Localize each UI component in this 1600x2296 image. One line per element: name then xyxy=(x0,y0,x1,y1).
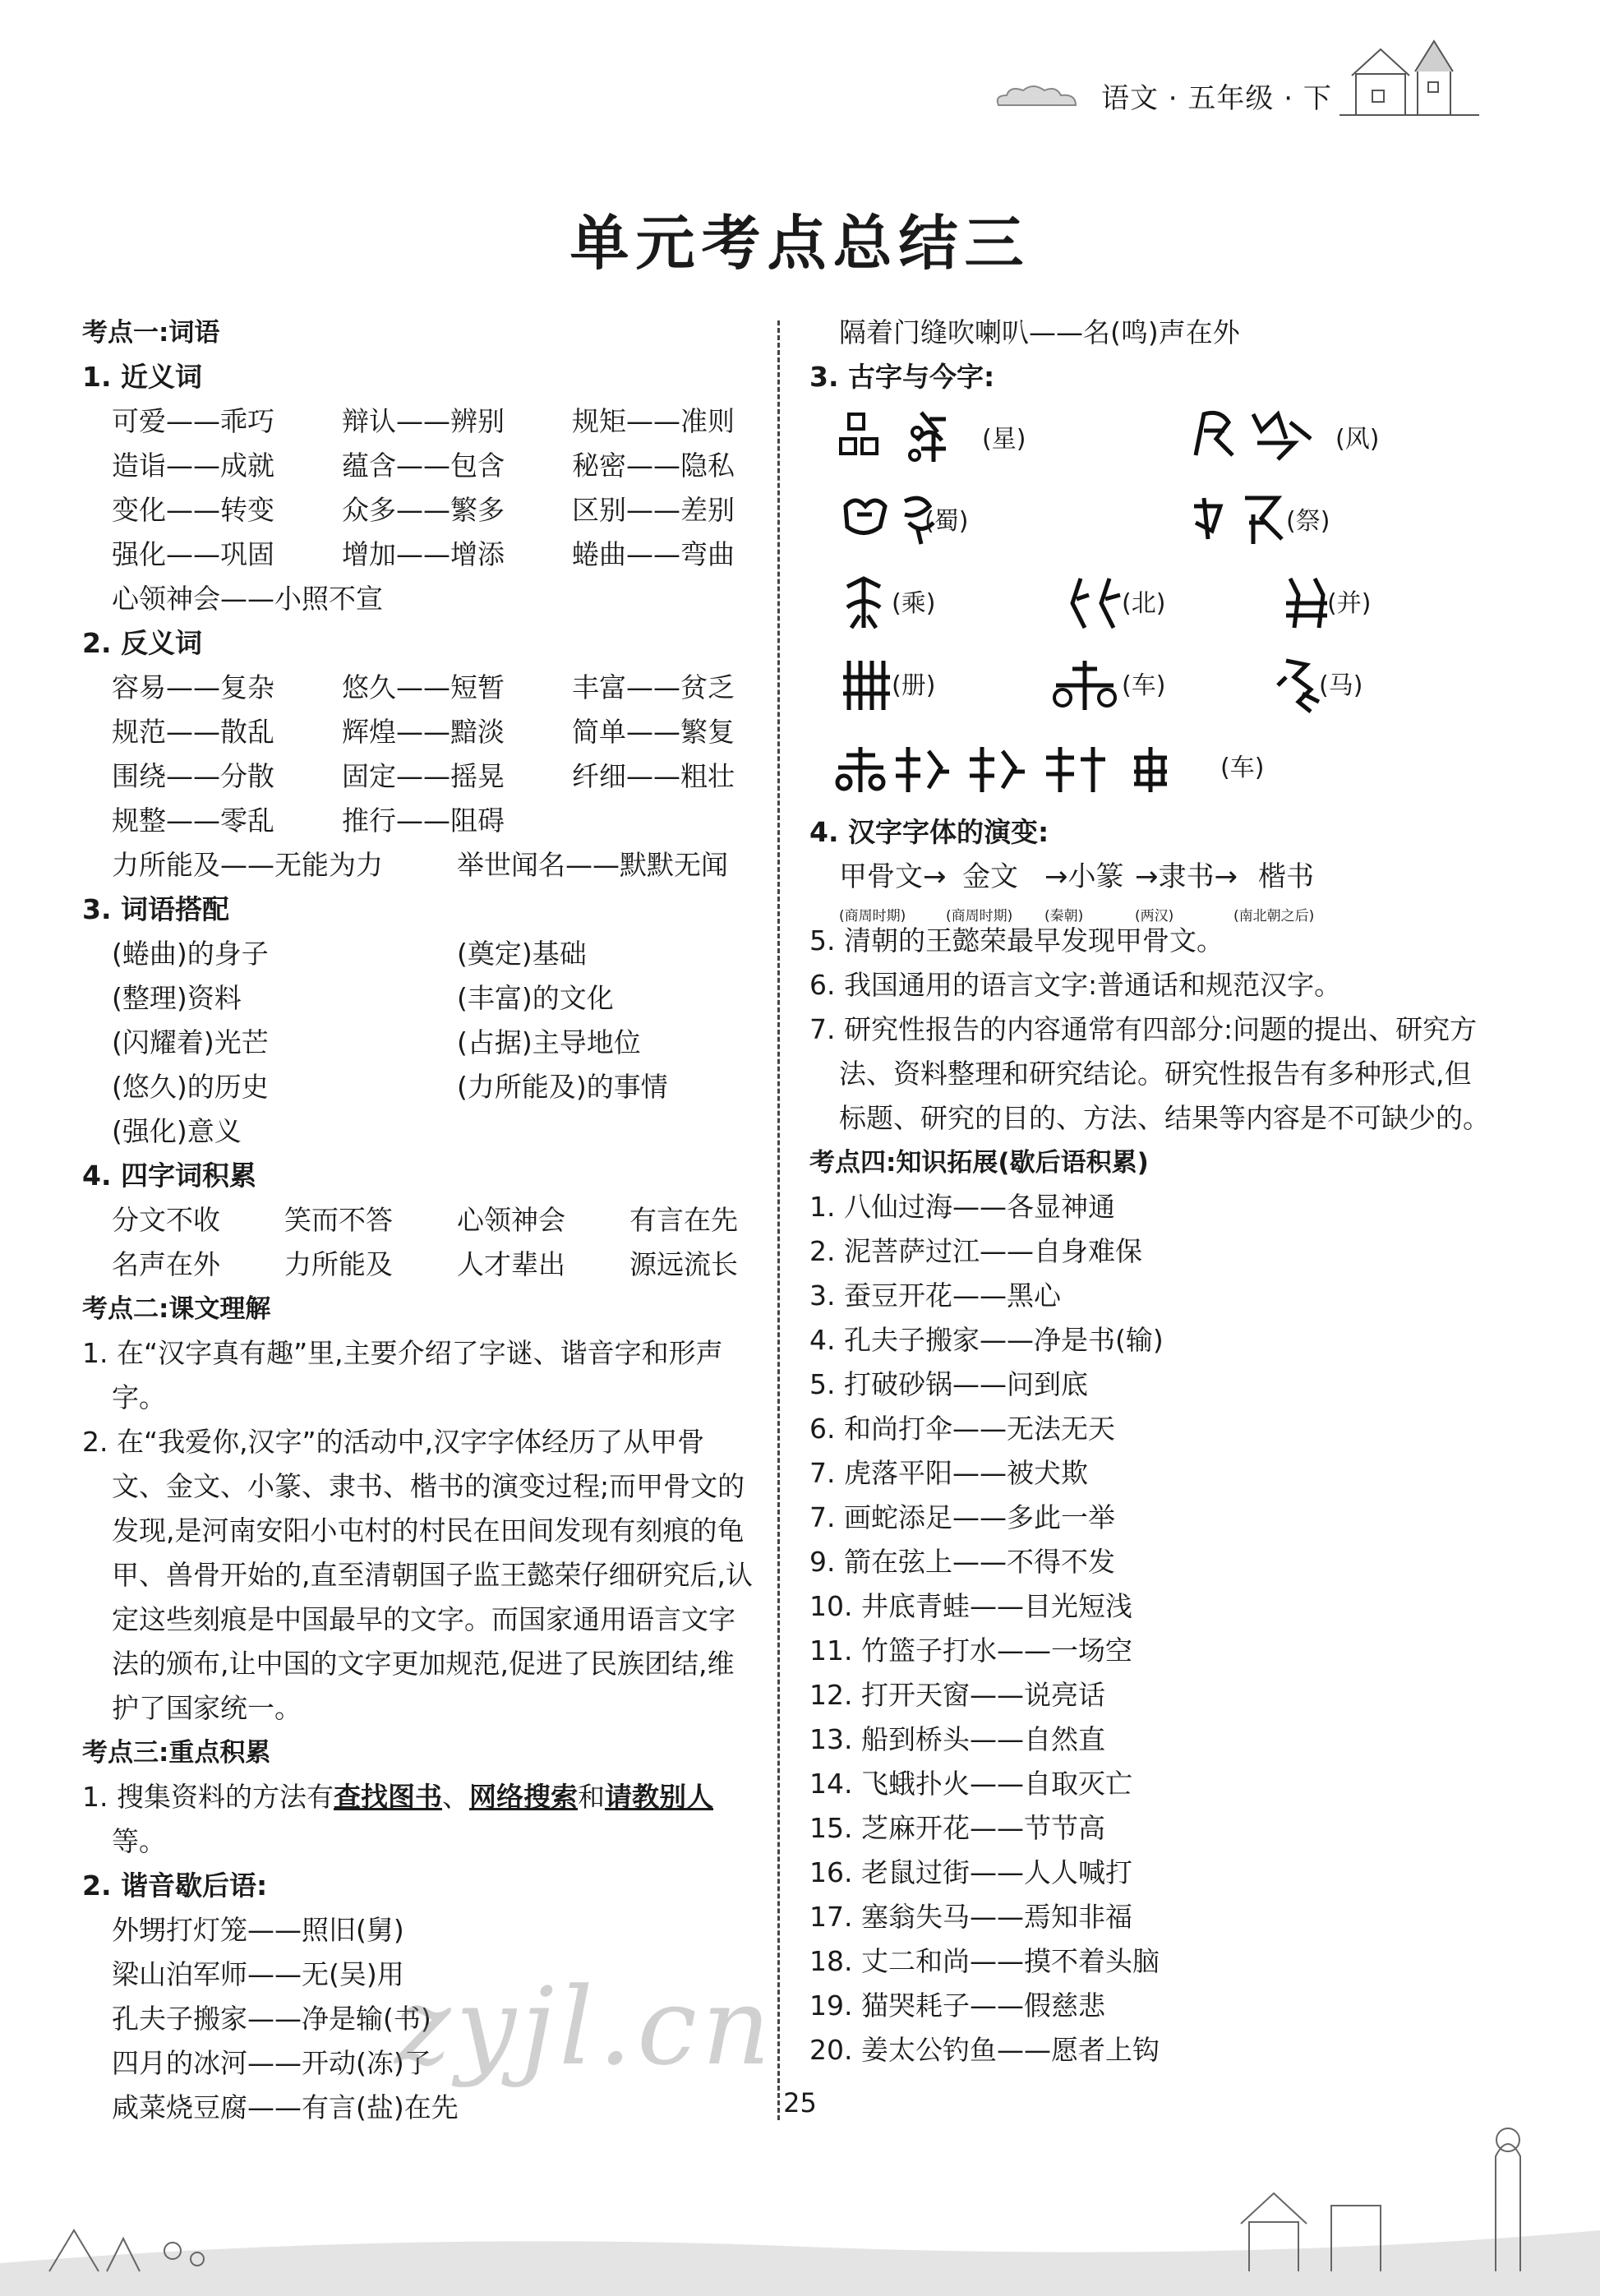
list-item: 18. 丈二和尚——摸不着头脑 xyxy=(809,1945,1160,1977)
glyph-label: (风) xyxy=(1335,425,1380,454)
collocation-row xyxy=(82,976,756,1021)
list-item: 9. 箭在弦上——不得不发 xyxy=(809,1546,1115,1578)
glyph-label: (马) xyxy=(1319,671,1363,700)
underlined-answer: 请教别人 xyxy=(604,1781,713,1813)
idiom: 笑而不答 xyxy=(284,1204,393,1236)
list-item: 19. 猫哭耗子——假慈悲 xyxy=(809,1989,1105,2022)
script-period: (秦朝) xyxy=(1044,908,1084,924)
list-item: 4. 孔夫子搬家——净是书(输) xyxy=(809,1324,1164,1356)
house-icon xyxy=(1339,33,1479,123)
ancient-glyph-row xyxy=(809,399,1492,482)
synonym-pair: 增加——增添 xyxy=(342,538,505,570)
subsection-heading: 2. 谐音歇后语: xyxy=(82,1870,268,1902)
watermark: zyjl.cn xyxy=(394,1964,776,2089)
xiehouyu: 咸菜烧豆腐——有言(盐)在先 xyxy=(112,2091,459,2123)
subsection-heading: 4. 四字词积累 xyxy=(82,1160,256,1192)
list-item: 16. 老鼠过街——人人喊打 xyxy=(809,1856,1132,1888)
collocation: (强化)意义 xyxy=(112,1115,242,1147)
list-item: 7. 画蛇添足——多此一举 xyxy=(809,1501,1115,1533)
collocation: (丰富)的文化 xyxy=(457,982,614,1014)
synonym-pair: 蜷曲——弯曲 xyxy=(572,538,735,570)
antonym-pair: 辉煌——黯淡 xyxy=(342,716,505,748)
synonym-row xyxy=(82,444,756,488)
antonym-pair: 规范——散乱 xyxy=(112,716,274,748)
antonym-row xyxy=(82,799,756,843)
idiom: 人才辈出 xyxy=(457,1248,565,1280)
list-item: 14. 飞蛾扑火——自取灭亡 xyxy=(809,1768,1132,1800)
antonym-row xyxy=(82,843,756,888)
collocation: (蜷曲)的身子 xyxy=(112,938,269,970)
list-item: 3. 蚕豆开花——黑心 xyxy=(809,1279,1061,1312)
xiehouyu: 孔夫子搬家——净是输(书) xyxy=(112,2003,431,2035)
synonym-pair: 辩认——辨别 xyxy=(342,405,505,437)
script-stage: →小篆 xyxy=(1044,860,1124,893)
subject-grade-label: 语文 · 五年级 · 下 xyxy=(1101,82,1332,115)
synonym-pair: 强化——巩固 xyxy=(112,538,274,570)
collocation: (力所能及)的事情 xyxy=(457,1071,668,1103)
text: 、 xyxy=(441,1781,469,1813)
glyph-label: (蜀) xyxy=(924,507,969,536)
antonym-pair: 纤细——粗壮 xyxy=(572,760,735,792)
list-item: 2. 泥菩萨过江——自身难保 xyxy=(809,1235,1142,1267)
paragraph: 6. 我国通用的语言文字:普通话和规范汉字。 xyxy=(809,969,1342,1001)
synonym-pair: 规矩——准则 xyxy=(572,405,735,437)
che-evolution-glyphs-icon xyxy=(834,735,1220,800)
antonym-pair: 力所能及——无能为力 xyxy=(112,849,383,881)
glyph-label: (册) xyxy=(892,671,936,700)
glyph-label: (乘) xyxy=(892,589,936,618)
antonym-pair: 容易——复杂 xyxy=(112,671,274,703)
collocation: (悠久)的历史 xyxy=(112,1071,269,1103)
glyph-label: (车) xyxy=(1220,754,1265,782)
subsection-heading: 1. 近义词 xyxy=(82,361,202,393)
xiehouyu: 四月的冰河——开动(冻)了 xyxy=(112,2047,431,2079)
collocation-row xyxy=(82,932,756,976)
idiom: 心领神会 xyxy=(457,1204,565,1236)
collocation: (整理)资料 xyxy=(112,982,242,1014)
list-item: 6. 和尚打伞——无法无天 xyxy=(809,1413,1115,1445)
list-item: 12. 打开天窗——说亮话 xyxy=(809,1679,1105,1711)
xiehouyu: 外甥打灯笼——照旧(舅) xyxy=(112,1914,404,1946)
page-number: 25 xyxy=(783,2087,817,2118)
collocation: (奠定)基础 xyxy=(457,938,587,970)
oracle-bei-glyph-icon xyxy=(1064,570,1130,636)
synonym-pair: 蕴含——包含 xyxy=(342,450,505,482)
glyph-label: (车) xyxy=(1122,671,1166,700)
antonym-row xyxy=(82,666,756,710)
xiehouyu: 梁山泊军师——无(吴)用 xyxy=(112,1958,404,1990)
underlined-answer: 网络搜索 xyxy=(468,1781,578,1813)
synonym-pair: 区别——差别 xyxy=(572,494,735,526)
antonym-pair: 固定——摇晃 xyxy=(342,760,505,792)
list-item: 1. 八仙过海——各显神通 xyxy=(809,1191,1115,1223)
xiehouyu: 隔着门缝吹喇叭——名(鸣)声在外 xyxy=(839,316,1240,348)
glyph-label: (星) xyxy=(982,425,1026,454)
left-column xyxy=(82,311,756,2130)
glyph-label: (祭) xyxy=(1286,507,1330,536)
ancient-glyph-row xyxy=(809,564,1492,646)
list-item: 7. 虎落平阳——被犬欺 xyxy=(809,1457,1088,1489)
paragraph: 7. 研究性报告的内容通常有四部分:问题的提出、研究方法、资料整理和研究结论。研究性报告有多种形式,但标题、研究的目的、方法、结果等内容是不可缺少的。 xyxy=(809,1013,1490,1134)
synonym-pair: 心领神会——小照不宣 xyxy=(112,583,383,615)
script-period: (两汉) xyxy=(1135,908,1174,924)
collocation: (闪耀着)光芒 xyxy=(112,1026,269,1058)
antonym-row xyxy=(82,710,756,754)
subsection-heading: 4. 汉字字体的演变: xyxy=(809,816,1049,848)
paragraph: 5. 清朝的王懿荣最早发现甲骨文。 xyxy=(809,924,1224,957)
section-heading: 考点四:知识拓展(歇后语积累) xyxy=(809,1148,1149,1178)
script-stage: →隶书→ xyxy=(1135,860,1238,893)
section-heading: 考点二:课文理解 xyxy=(82,1294,271,1324)
page-title: 单元考点总结三 xyxy=(569,209,1031,278)
script-stage: 金文 xyxy=(962,860,1018,893)
ancient-glyph-row xyxy=(809,482,1492,564)
oracle-cheng-glyph-icon xyxy=(839,570,897,636)
antonym-pair: 简单——繁复 xyxy=(572,716,735,748)
synonym-pair: 造诣——成就 xyxy=(112,450,274,482)
idiom: 分文不收 xyxy=(112,1204,220,1236)
synonym-row xyxy=(82,399,756,444)
text: 等。 xyxy=(112,1825,166,1857)
list-item: 11. 竹篮子打水——一场空 xyxy=(809,1634,1132,1667)
cloud-icon xyxy=(990,81,1089,113)
ancient-glyph-row xyxy=(809,646,1492,728)
synonym-pair: 可爱——乖巧 xyxy=(112,405,274,437)
glyph-label: (北) xyxy=(1122,589,1166,618)
script-period: (南北朝之后) xyxy=(1233,908,1315,924)
antonym-pair: 丰富——贫乏 xyxy=(572,671,735,703)
collocation-row xyxy=(82,1065,756,1109)
script-stage: 甲骨文→ xyxy=(839,860,947,893)
script-stage: 楷书 xyxy=(1258,860,1314,893)
collocation: (占据)主导地位 xyxy=(457,1026,641,1058)
idiom: 力所能及 xyxy=(284,1248,393,1280)
antonym-pair: 悠久——短暂 xyxy=(342,671,505,703)
script-period: (商周时期) xyxy=(946,908,1013,924)
antonym-pair: 围绕——分散 xyxy=(112,760,274,792)
antonym-pair: 推行——阻碍 xyxy=(342,805,505,837)
text: 1. 搜集资料的方法有 xyxy=(82,1781,334,1813)
antonym-pair: 举世闻名——默默无闻 xyxy=(457,849,728,881)
collocation-row xyxy=(82,1021,756,1065)
script-evolution-row xyxy=(809,855,1492,894)
text: 和 xyxy=(577,1781,605,1813)
list-item: 10. 井底青蛙——目光短浅 xyxy=(809,1590,1132,1622)
ancient-glyph-row xyxy=(809,728,1492,810)
synonym-pair: 秘密——隐私 xyxy=(572,450,735,482)
oracle-ji-glyph-icon xyxy=(1187,490,1294,547)
script-period: (商周时期) xyxy=(839,908,906,924)
synonym-pair: 变化——转变 xyxy=(112,494,274,526)
antonym-row xyxy=(82,754,756,799)
list-item: 17. 塞翁失马——焉知非福 xyxy=(809,1901,1132,1933)
subsection-heading: 3. 古字与今字: xyxy=(809,361,995,393)
right-column xyxy=(809,311,1492,2072)
list-item: 15. 芝麻开花——节节高 xyxy=(809,1812,1105,1844)
paragraph xyxy=(82,1775,756,1864)
footer-scenery-icon xyxy=(0,2107,1600,2296)
antonym-pair: 规整——零乱 xyxy=(112,805,274,837)
oracle-che-glyph-icon xyxy=(1048,652,1122,718)
synonym-row xyxy=(82,533,756,577)
list-item: 5. 打破砂锅——问到底 xyxy=(809,1368,1088,1400)
subsection-heading: 3. 词语搭配 xyxy=(82,893,229,925)
script-period-row xyxy=(809,894,1492,924)
oracle-star-glyph-icon xyxy=(839,408,987,465)
list-item: 20. 姜太公钓鱼——愿者上钩 xyxy=(809,2034,1160,2066)
oracle-ce-glyph-icon xyxy=(839,652,897,718)
subsection-heading: 2. 反义词 xyxy=(82,627,202,659)
synonym-pair: 众多——繁多 xyxy=(342,494,505,526)
list-item: 13. 船到桥头——自然直 xyxy=(809,1723,1105,1755)
idiom: 有言在先 xyxy=(629,1204,738,1236)
oracle-wind-glyph-icon xyxy=(1187,406,1344,463)
idiom-row xyxy=(82,1198,756,1243)
synonym-row xyxy=(82,488,756,533)
section-heading: 考点三:重点积累 xyxy=(82,1738,271,1768)
idiom: 源远流长 xyxy=(629,1248,738,1280)
section-heading: 考点一:词语 xyxy=(82,318,220,348)
idiom-row xyxy=(82,1243,756,1287)
underlined-answer: 查找图书 xyxy=(333,1781,442,1813)
paragraph: 1. 在“汉字真有趣”里,主要介绍了字谜、谐音字和形声字。 xyxy=(82,1337,723,1413)
glyph-label: (并) xyxy=(1327,589,1372,618)
paragraph: 2. 在“我爱你,汉字”的活动中,汉字字体经历了从甲骨文、金文、小篆、隶书、楷书的演变过程;而甲骨文的发现,是河南安阳小屯村的村民在田间发现有刻痕的龟甲、兽骨开始的,直至清朝国子监王懿荣仔细研究后,认定这些刻痕是中国最早的文字。而国家通用语言文字法的颁布,让中国的文字更加规范,促进了民族团结,维护了国家统一。 xyxy=(82,1426,753,1724)
idiom: 名声在外 xyxy=(112,1248,220,1280)
